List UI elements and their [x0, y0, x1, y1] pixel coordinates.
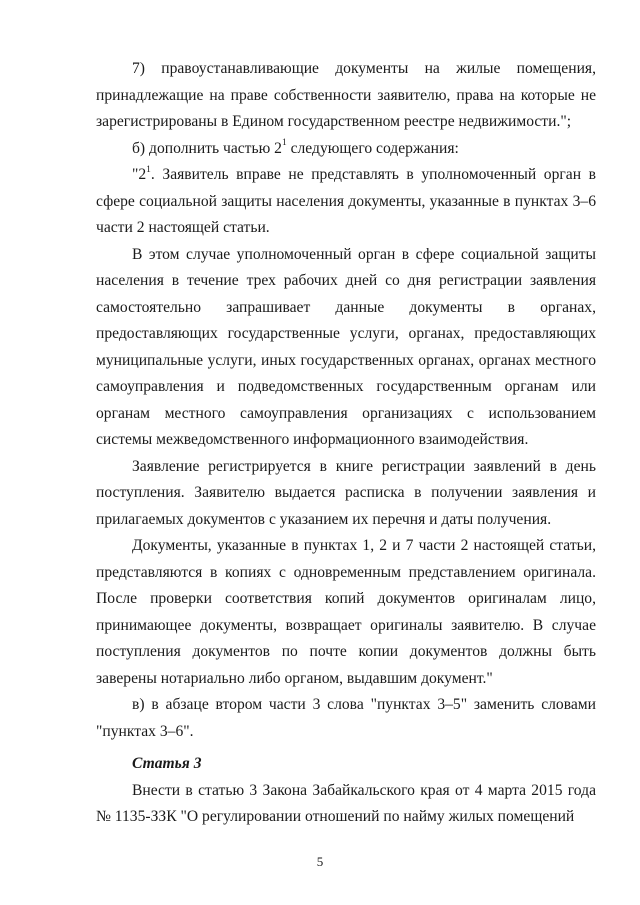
- superscript: 1: [146, 164, 151, 175]
- paragraph-part-2-1-text: . Заявитель вправе не представлять в уполномоченный орган в сфере социальной защиты населения документы, указанные в пунктах 3–6 части 2 настоящей статьи.: [96, 166, 596, 236]
- paragraph-documents-copies: Документы, указанные в пунктах 1, 2 и 7 части 2 настоящей статьи, представляются в копиях с одновременным представлением оригинала. После проверки соответствия копий документов оригиналам лицо, принимающее документы, возвращает оригиналы заявителю. В случае поступления документов по почте копии документов должны быть заверены нотариально либо органом, выдавшим документ.": [96, 537, 596, 687]
- paragraph-add-part-tail: следующего содержания:: [286, 139, 459, 157]
- document-body: [96, 56, 596, 831]
- page-number: 5: [316, 854, 324, 869]
- paragraph-item-7: 7) правоустанавливающие документы на жилые помещения, принадлежащие на праве собственности заявителю, права на которые не зарегистрированы в Едином государственном реестре недвижимости.";: [96, 60, 596, 130]
- paragraph-part-2-1-open: "2: [132, 166, 147, 183]
- paragraph-part-2-1: [96, 162, 596, 242]
- paragraph-replace-words: в) в абзаце втором части 3 слова "пунктах 3–5" заменить словами "пунктах 3–6".: [96, 696, 596, 740]
- paragraph-registration: Заявление регистрируется в книге регистрации заявлений в день поступления. Заявителю выдается расписка в получении заявления и прилагаемых документов с указанием их перечня и даты получения.: [96, 457, 596, 528]
- paragraph-add-part: [96, 136, 596, 163]
- superscript: 1: [281, 138, 287, 149]
- paragraph-article-3-text: Внести в статью 3 Закона Забайкальского края от 4 марта 2015 года № 1135-ЗЗК "О регулировании отношений по найму жилых помещений: [96, 781, 596, 825]
- article-heading: Статья 3: [132, 755, 202, 772]
- paragraph-add-part-text: б) дополнить частью 2: [132, 139, 282, 157]
- paragraph-authority-request: В этом случае уполномоченный орган в сфере социальной защиты населения в течение трех рабочих дней со дня регистрации заявления самостоятельно запрашивает данные документы в органах, предоставляющих государственные услуги, органах, предоставляющих муниципальные услуги, иных государственных органах, органах местного самоуправления и подведомственных государственным органам или органам местного самоуправления организациях с использованием системы межведомственного информационного взаимодействия.: [96, 245, 596, 448]
